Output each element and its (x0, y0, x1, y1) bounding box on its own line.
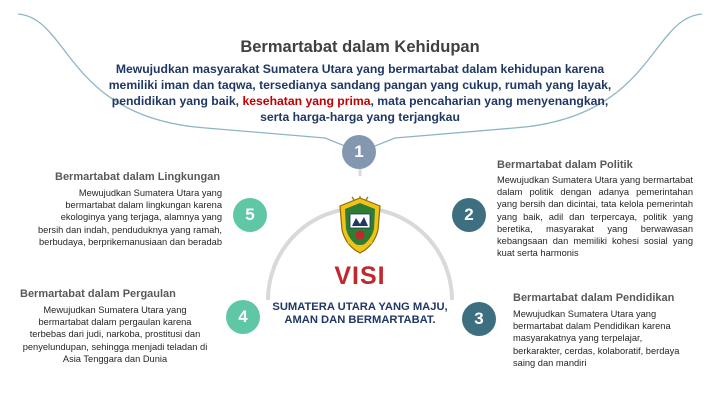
header-body-text: Mewujudkan masyarakat Sumatera Utara yang bermartabat dalam kehidupan karena memiliki iman dan taqwa, tersedianya sandang pangan yang cukup, rumah yang layak, pendidikan yang baik, (108, 62, 612, 108)
pillar-2-title: Bermartabat dalam Politik (497, 159, 633, 171)
header-body (98, 61, 622, 125)
pillar-5-body: Mewujudkan Sumatera Utara yang bermartabat dalam lingkungan karena ekologinya yang terjaga, alamnya yang bersih dan indah, penduduknya yang ramah, berbudaya, berprikemanusiaan dan beradab (38, 188, 223, 247)
header-title: Bermartabat dalam Kehidupan (240, 38, 480, 56)
pillar-number-3: 3 (462, 302, 496, 336)
sumatera-utara-emblem-icon (336, 196, 384, 256)
pillar-5-title: Bermartabat dalam Lingkungan (55, 171, 221, 183)
pillar-number-4: 4 (226, 300, 260, 334)
pillar-2-body: Mewujudkan Sumatera Utara yang bermartabat dalam politik dengan adanya pemerintahan yang bersih dan dicintai, tata kelola pemerintah yang baik, adil dan terpercaya, politik yang beretika, masyarakat yang berwawasan kebangsaan dan memiliki kohesi sosial yang kuat serta harmonis (497, 175, 693, 259)
pillar-4-body: Mewujudkan Sumatera Utara yang bermartabat dalam pergaulan karena terbebas dari judi, narkoba, prostitusi dan penyelundupan, sehingga menjadi teladan di Asia Tenggara dan Dunia (22, 305, 208, 364)
vision-statement: SUMATERA UTARA YANG MAJU, AMAN DAN BERMARTABAT. (272, 301, 448, 326)
header-highlight: kesehatan yang prima (242, 94, 371, 108)
pillar-number-2: 2 (452, 198, 486, 232)
visi-label: VISI (334, 262, 386, 290)
pillar-number-5: 5 (233, 198, 267, 232)
pillar-4-title: Bermartabat dalam Pergaulan (20, 288, 176, 300)
pillar-number-1: 1 (342, 135, 376, 169)
pillar-3-title: Bermartabat dalam Pendidikan (513, 292, 675, 304)
header-body-text-end: , mata pencaharian yang menyenangkan, serta harga-harga yang terjangkau (260, 94, 609, 124)
pillar-3-body: Mewujudkan Sumatera Utara yang bermartabat dalam Pendidikan karena masyarakatnya yang terpelajar, berkarakter, cerdas, kolaboratif, berdaya saing dan mandiri (513, 309, 680, 368)
